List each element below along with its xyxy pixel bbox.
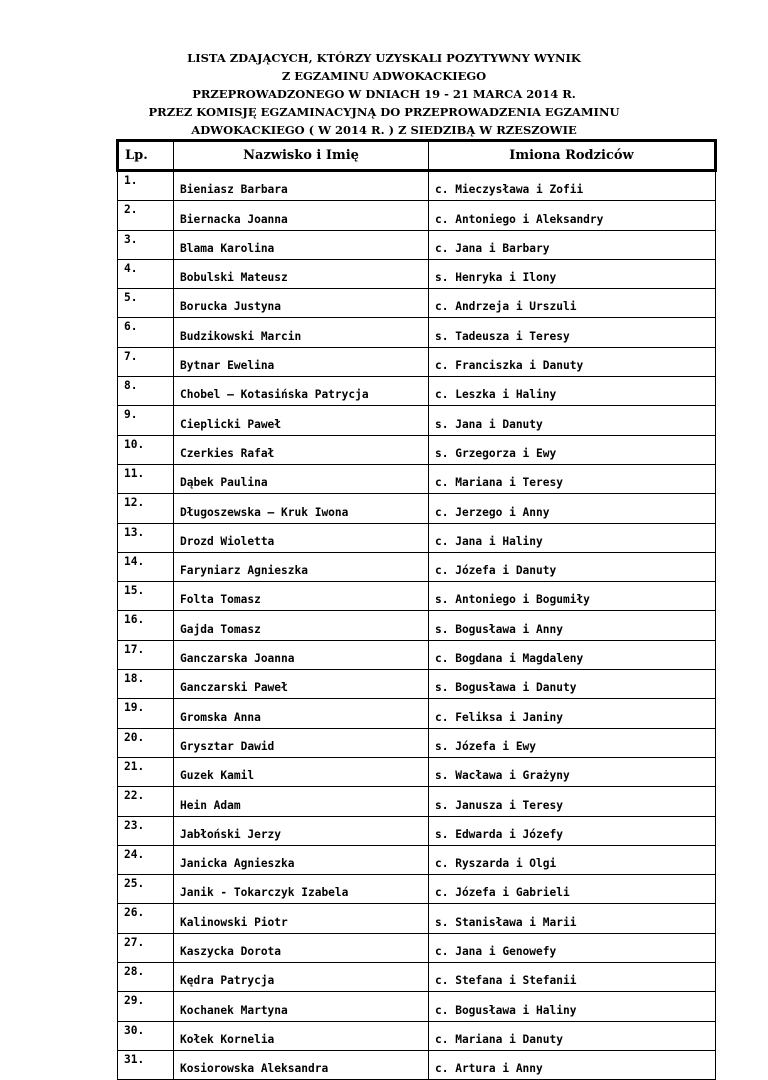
row-parents: c. Antoniego i Aleksandry [429,201,716,230]
row-name: Ganczarski Paweł [174,670,429,699]
row-name: Długoszewska – Kruk Iwona [174,494,429,523]
row-number: 30. [118,1021,174,1050]
table-row [118,611,716,640]
row-number: 6. [118,318,174,347]
row-number: 1. [118,171,174,201]
title-line: PRZEZ KOMISJĘ EGZAMINACYJNĄ DO PRZEPROWADZENIA EGZAMINU [148,105,620,119]
table-row [118,1021,716,1050]
table-row [118,377,716,406]
table-row [118,435,716,464]
row-parents: s. Henryka i Ilony [429,259,716,288]
table-row [118,728,716,757]
row-name: Bieniasz Barbara [174,171,429,201]
row-number: 25. [118,875,174,904]
row-parents: c. Mieczysława i Zofii [429,171,716,201]
table-row [118,230,716,259]
row-number: 8. [118,377,174,406]
row-name: Folta Tomasz [174,582,429,611]
table-row [118,259,716,288]
table-header-row [118,141,716,171]
row-number: 5. [118,289,174,318]
table-row [118,552,716,581]
header-name: Nazwisko i Imię [174,141,429,171]
row-name: Gromska Anna [174,699,429,728]
row-number: 14. [118,552,174,581]
table-row [118,933,716,962]
row-parents: s. Jana i Danuty [429,406,716,435]
row-parents: s. Antoniego i Bogumiły [429,582,716,611]
row-name: Drozd Wioletta [174,523,429,552]
title-line: Z EGZAMINU ADWOKACKIEGO [281,69,487,83]
table-row [118,582,716,611]
row-number: 29. [118,992,174,1021]
row-name: Bytnar Ewelina [174,347,429,376]
row-parents: s. Wacława i Grażyny [429,757,716,786]
table-row [118,875,716,904]
row-parents: c. Ryszarda i Olgi [429,845,716,874]
row-parents: c. Jana i Barbary [429,230,716,259]
row-name: Budzikowski Marcin [174,318,429,347]
row-parents: s. Bogusława i Danuty [429,670,716,699]
results-table [116,139,717,1080]
row-number: 17. [118,640,174,669]
row-number: 10. [118,435,174,464]
row-parents: s. Józefa i Ewy [429,728,716,757]
table-row [118,201,716,230]
row-number: 13. [118,523,174,552]
table-row [118,171,716,201]
row-parents: s. Stanisława i Marii [429,904,716,933]
table-row [118,318,716,347]
header-parents: Imiona Rodziców [429,141,716,171]
table-row [118,289,716,318]
row-parents: c. Jana i Haliny [429,523,716,552]
row-number: 22. [118,787,174,816]
title-line: PRZEPROWADZONEGO W DNIACH 19 - 21 MARCA 2014 R. [192,87,576,101]
row-name: Bobulski Mateusz [174,259,429,288]
row-number: 9. [118,406,174,435]
row-name: Borucka Justyna [174,289,429,318]
table-row [118,904,716,933]
table-row [118,816,716,845]
row-number: 24. [118,845,174,874]
title-line: LISTA ZDAJĄCYCH, KTÓRZY UZYSKALI POZYTYWNY WYNIK [187,51,581,65]
table-row [118,992,716,1021]
table-row [118,845,716,874]
row-parents: s. Janusza i Teresy [429,787,716,816]
row-name: Chobel – Kotasińska Patrycja [174,377,429,406]
row-number: 11. [118,464,174,493]
row-parents: c. Józefa i Gabrieli [429,875,716,904]
row-name: Hein Adam [174,787,429,816]
table-row [118,699,716,728]
table-row [118,523,716,552]
row-parents: s. Edwarda i Józefy [429,816,716,845]
row-number: 18. [118,670,174,699]
row-parents: c. Stefana i Stefanii [429,963,716,992]
row-name: Jabłoński Jerzy [174,816,429,845]
row-number: 20. [118,728,174,757]
row-parents: s. Tadeusza i Teresy [429,318,716,347]
row-number: 4. [118,259,174,288]
row-parents: s. Bogusława i Anny [429,611,716,640]
row-name: Gajda Tomasz [174,611,429,640]
title-line: ADWOKACKIEGO ( W 2014 R. ) Z SIEDZIBĄ W RZESZOWIE [191,123,577,137]
header-lp: Lp. [118,141,174,171]
row-name: Ganczarska Joanna [174,640,429,669]
row-number: 26. [118,904,174,933]
table-row [118,757,716,786]
row-number: 7. [118,347,174,376]
row-name: Kochanek Martyna [174,992,429,1021]
row-name: Kołek Kornelia [174,1021,429,1050]
row-name: Guzek Kamil [174,757,429,786]
row-name: Kalinowski Piotr [174,904,429,933]
row-name: Janik - Tokarczyk Izabela [174,875,429,904]
row-parents: c. Franciszka i Danuty [429,347,716,376]
row-parents: c. Bogdana i Magdaleny [429,640,716,669]
row-parents: s. Grzegorza i Ewy [429,435,716,464]
row-number: 23. [118,816,174,845]
row-name: Cieplicki Paweł [174,406,429,435]
row-name: Kędra Patrycja [174,963,429,992]
row-name: Grysztar Dawid [174,728,429,757]
row-parents: c. Bogusława i Haliny [429,992,716,1021]
table-row [118,787,716,816]
row-parents: c. Mariana i Teresy [429,464,716,493]
document-title [90,49,678,139]
row-name: Blama Karolina [174,230,429,259]
row-name: Kaszycka Dorota [174,933,429,962]
row-name: Dąbek Paulina [174,464,429,493]
row-parents: c. Feliksa i Janiny [429,699,716,728]
row-number: 12. [118,494,174,523]
row-name: Czerkies Rafał [174,435,429,464]
row-number: 16. [118,611,174,640]
table-row [118,1050,716,1079]
row-number: 19. [118,699,174,728]
row-number: 3. [118,230,174,259]
row-name: Faryniarz Agnieszka [174,552,429,581]
row-number: 2. [118,201,174,230]
table-row [118,406,716,435]
row-parents: c. Artura i Anny [429,1050,716,1079]
row-parents: c. Jerzego i Anny [429,494,716,523]
row-parents: c. Jana i Genowefy [429,933,716,962]
table-row [118,494,716,523]
row-number: 27. [118,933,174,962]
row-number: 15. [118,582,174,611]
table-row [118,464,716,493]
table-row [118,640,716,669]
row-name: Janicka Agnieszka [174,845,429,874]
row-number: 31. [118,1050,174,1079]
row-parents: c. Leszka i Haliny [429,377,716,406]
row-number: 21. [118,757,174,786]
row-name: Biernacka Joanna [174,201,429,230]
row-parents: c. Mariana i Danuty [429,1021,716,1050]
row-parents: c. Józefa i Danuty [429,552,716,581]
table-row [118,963,716,992]
row-parents: c. Andrzeja i Urszuli [429,289,716,318]
row-number: 28. [118,963,174,992]
table-row [118,347,716,376]
table-row [118,670,716,699]
row-name: Kosiorowska Aleksandra [174,1050,429,1079]
